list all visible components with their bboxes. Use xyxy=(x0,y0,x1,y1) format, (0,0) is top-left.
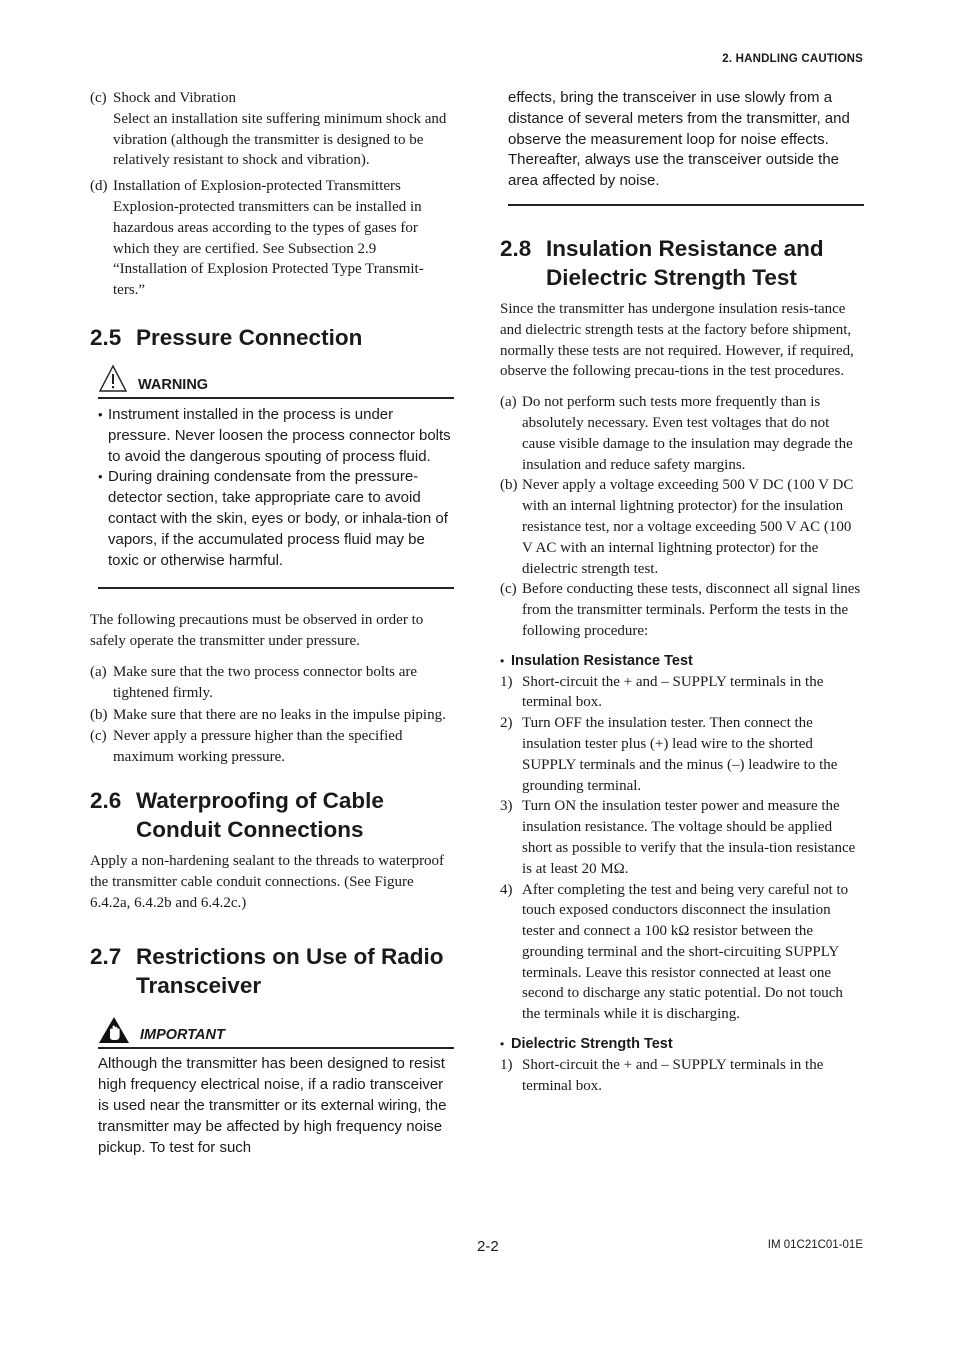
list-item xyxy=(90,705,454,726)
step-text: Short-circuit the + and – SUPPLY terminals in the terminal box. xyxy=(522,673,824,711)
warning-label: WARNING xyxy=(138,376,209,393)
item-body: Select an installation site suffering minimum shock and vibration (although the transmitter is designed to be relatively resistant to shock and vibration). xyxy=(113,110,447,169)
step-label: 1) xyxy=(500,673,513,690)
section-number: 2.5 xyxy=(90,324,122,350)
item-label: (c) xyxy=(90,728,107,745)
step-label: 1) xyxy=(500,1056,513,1073)
section-title-line: Conduit Connections xyxy=(136,816,364,842)
important-hand-icon xyxy=(98,1016,130,1044)
step-label: 3) xyxy=(500,798,513,815)
section-number: 2.8 xyxy=(500,235,532,261)
item-label: (a) xyxy=(90,663,107,680)
item-label: (b) xyxy=(500,477,518,494)
step-item xyxy=(500,1055,864,1097)
item-text: Never apply a voltage exceeding 500 V DC (100 V DC with an internal lightning protector) for the insulation resistance test, nor a voltage exceeding 500 V AC (100 V AC with an internal lightning protector) for the dielectric strength test. xyxy=(522,477,854,577)
warning-triangle-icon xyxy=(98,364,128,394)
section-title-line: Transceiver xyxy=(136,973,262,999)
step-text: After completing the test and being very careful not to touch exposed conductors disconnect the insulation tester and connect a 100 kΩ resistor between the grounding terminal and the short-circuiting SUPPLY terminals. Leave this resistor connected at least one second to discharge any static potential. Do not touch the terminals while it is discharging. xyxy=(522,881,849,1023)
section-title: Pressure Connection xyxy=(136,324,363,350)
important-body-continued xyxy=(508,88,864,206)
item-text: Before conducting these tests, disconnect all signal lines from the transmitter terminals. Perform the tests in the following procedure: xyxy=(522,581,861,639)
important-notice xyxy=(90,1010,454,1158)
step-item xyxy=(500,796,864,879)
section-title-line: Insulation Resistance and xyxy=(546,235,824,261)
list-item xyxy=(90,662,454,704)
section-title-line: Dielectric Strength Test xyxy=(546,264,797,290)
item-title: Installation of Explosion-protected Transmitters xyxy=(113,178,401,195)
item-text: Make sure that there are no leaks in the impulse piping. xyxy=(113,706,446,723)
important-label: IMPORTANT xyxy=(140,1027,225,1044)
section-title-line: Waterproofing of Cable xyxy=(136,787,384,813)
warning-bullet: • Instrument installed in the process is under pressure. Never loosen the process connector bolts to avoid the dangerous spouting of process fluid. xyxy=(98,405,454,467)
important-header xyxy=(98,1010,454,1049)
subheading-insulation-resistance: • Insulation Resistance Test xyxy=(500,651,864,672)
step-item xyxy=(500,672,864,714)
item-label: (c) xyxy=(90,90,107,106)
right-column xyxy=(500,88,864,1102)
list-item xyxy=(500,579,864,641)
step-item xyxy=(500,880,864,1026)
item-title: Shock and Vibration xyxy=(113,90,236,106)
section-number: 2.7 xyxy=(90,944,122,970)
item-label: (b) xyxy=(90,706,108,723)
page-number: 2-2 xyxy=(477,1238,499,1255)
subheading-dielectric-strength: • Dielectric Strength Test xyxy=(500,1034,864,1055)
step-text: Short-circuit the + and – SUPPLY terminals in the terminal box. xyxy=(522,1056,824,1094)
section-heading-2-5 xyxy=(90,323,454,352)
warning-bullet: • During draining condensate from the pressure-detector section, take appropriate care to avoid contact with the skin, eyes or body, or inhala-tion of vapors, if the accumulated process fluid may be toxic or otherwise harmful. xyxy=(98,467,454,571)
list-item xyxy=(90,726,454,768)
paragraph: The following precautions must be observed in order to safely operate the transmitter under pressure. xyxy=(90,612,424,650)
section-heading-2-7 xyxy=(90,942,454,1000)
list-item xyxy=(90,176,454,301)
warning-header xyxy=(98,360,454,399)
step-label: 4) xyxy=(500,881,513,898)
step-item xyxy=(500,713,864,796)
item-text: Do not perform such tests more frequently than is absolutely necessary. Even test voltages that do not cause visible damage to the insulation may degrade the insulation and reduce safety margins. xyxy=(522,394,853,473)
item-body: Explosion-protected transmitters can be installed in hazardous areas according to the types of gases for which they are certified. See Subsection 2.9 “Installation of Explosion Protected Type Transmit-ters.” xyxy=(113,198,424,299)
list-item xyxy=(90,88,454,171)
item-text: Never apply a pressure higher than the specified maximum working pressure. xyxy=(113,728,403,766)
running-header: 2. HANDLING CAUTIONS xyxy=(722,53,863,65)
item-label: (d) xyxy=(90,178,108,195)
section-title-line: Restrictions on Use of Radio xyxy=(136,944,444,970)
item-label: (c) xyxy=(500,581,517,598)
document-id: IM 01C21C01-01E xyxy=(767,1239,863,1251)
important-body: Although the transmitter has been designed to resist high frequency electrical noise, if a radio transceiver is used near the transmitter or its external wiring, the transmitter may be affected by high frequency noise pickup. To test for such xyxy=(98,1055,447,1156)
step-text: Turn OFF the insulation tester. Then connect the insulation tester plus (+) lead wire to the shorted SUPPLY terminals and the minus (–) leadwire to the grounding terminal. xyxy=(522,715,838,794)
warning-notice xyxy=(90,360,454,589)
section-heading-2-8 xyxy=(500,234,864,292)
paragraph: Apply a non-hardening sealant to the threads to waterproof the transmitter cable conduit connections. (See Figure 6.4.2a, 6.4.2b and 6.4.2c.) xyxy=(90,852,445,911)
left-column xyxy=(90,88,454,1158)
step-label: 2) xyxy=(500,715,513,732)
item-text: Make sure that the two process connector bolts are tightened firmly. xyxy=(113,663,418,701)
section-heading-2-6 xyxy=(90,786,454,844)
important-continued-text: effects, bring the transceiver in use slowly from a distance of several meters from the transmitter, and observe the measurement loop for noise effects. Thereafter, always use the transceiver outside the area affected by noise. xyxy=(508,89,850,190)
section-number: 2.6 xyxy=(90,787,122,813)
item-label: (a) xyxy=(500,394,517,411)
paragraph: Since the transmitter has undergone insulation resis-tance and dielectric strength tests at the factory before shipment, normally these tests are not required. However, if required, observe the following precau-tions in the test procedures. xyxy=(500,300,854,380)
warning-body xyxy=(98,399,454,589)
list-item xyxy=(500,475,864,579)
list-item xyxy=(500,392,864,475)
step-text: Turn ON the insulation tester power and measure the insulation resistance. The voltage should be applied short as possible to verify that the insula-tion resistance is at least 20 MΩ. xyxy=(522,798,856,877)
